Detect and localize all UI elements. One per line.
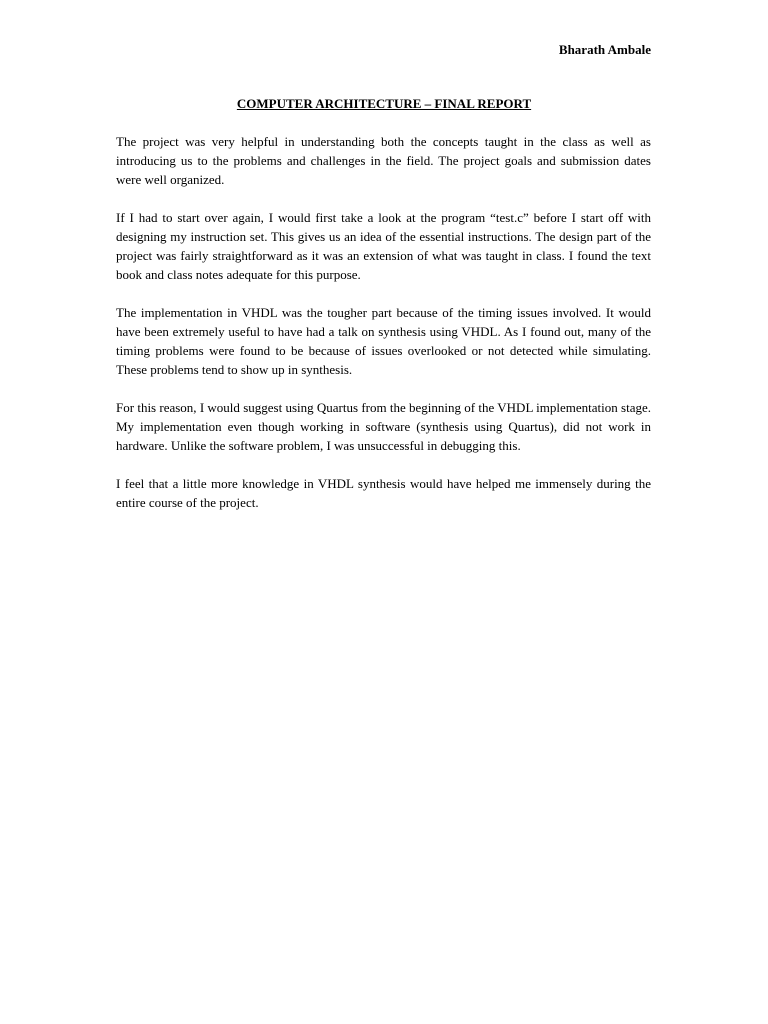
- paragraph-implementation: The implementation in VHDL was the tougher part because of the timing issues involved. It would have been extremely useful to have had a talk on synthesis using VHDL. As I found out, many of the timing problems were found to be because of issues overlooked or not detected while simulating. These problems tend to show up in synthesis.: [116, 305, 651, 377]
- paragraph-suggestion: For this reason, I would suggest using Quartus from the beginning of the VHDL implementation stage. My implementation even though working in software (synthesis using Quartus), did not work in hardware. Unlike the software problem, I was unsuccessful in debugging this.: [116, 400, 651, 453]
- paragraph-intro: The project was very helpful in understanding both the concepts taught in the class as well as introducing us to the problems and challenges in the field. The project goals and submission dates were well organized.: [116, 134, 651, 187]
- author-name: Bharath Ambale: [558, 42, 651, 57]
- report-body: [116, 132, 651, 531]
- paragraph-restart: If I had to start over again, I would first take a look at the program “test.c” before I start off with designing my instruction set. This gives us an idea of the essential instructions. The design part of the project was fairly straightforward as it was an extension of what was taught in class. I found the text book and class notes adequate for this purpose.: [116, 210, 651, 282]
- report-title: COMPUTER ARCHITECTURE – FINAL REPORT: [236, 96, 532, 111]
- paragraph-conclusion: I feel that a little more knowledge in VHDL synthesis would have helped me immensely during the entire course of the project.: [116, 476, 651, 510]
